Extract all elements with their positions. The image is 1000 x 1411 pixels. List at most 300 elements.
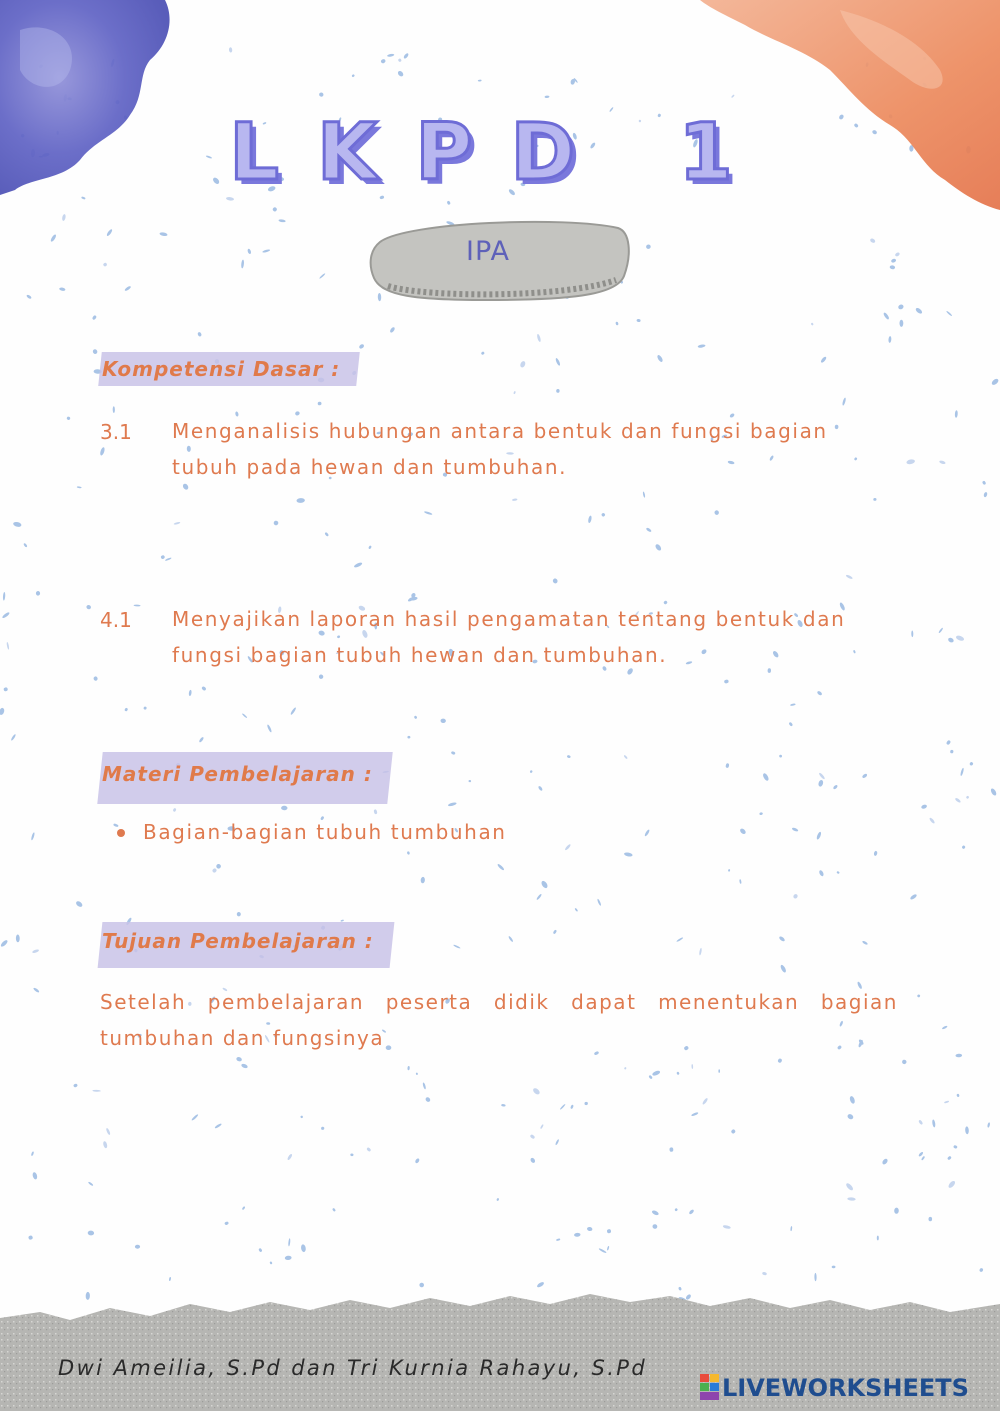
material-item: Bagian-bagian tubuh tumbuhan bbox=[143, 820, 507, 844]
speckle bbox=[26, 294, 32, 299]
speckle bbox=[553, 929, 557, 934]
speckle bbox=[818, 779, 824, 787]
speckle bbox=[318, 402, 322, 406]
speckle bbox=[889, 265, 895, 270]
speckle bbox=[532, 1087, 541, 1096]
speckle bbox=[818, 772, 825, 780]
speckle bbox=[651, 1210, 659, 1217]
speckle bbox=[124, 285, 131, 291]
speckle bbox=[772, 650, 780, 658]
speckle bbox=[358, 343, 364, 349]
speckle bbox=[723, 1225, 732, 1230]
speckle bbox=[877, 1236, 879, 1241]
speckle bbox=[909, 893, 917, 900]
speckle bbox=[818, 870, 824, 877]
speckle bbox=[873, 498, 876, 501]
speckle bbox=[103, 1141, 108, 1149]
speckle bbox=[767, 668, 771, 673]
speckle bbox=[947, 1156, 952, 1161]
speckle bbox=[134, 604, 141, 606]
speckle bbox=[849, 1095, 856, 1104]
speckle bbox=[938, 627, 943, 633]
speckle bbox=[425, 1096, 431, 1103]
speckle bbox=[536, 893, 542, 900]
speckle bbox=[32, 1172, 38, 1180]
speckle bbox=[31, 832, 36, 840]
speckle bbox=[50, 234, 57, 243]
liveworksheets-logo-icon bbox=[700, 1374, 720, 1400]
speckle bbox=[939, 460, 946, 465]
competency-text-line: fungsi bagian tubuh hewan dan tumbuhan. bbox=[172, 643, 668, 667]
speckle bbox=[731, 1129, 737, 1135]
speckle bbox=[842, 397, 847, 406]
speckle bbox=[387, 53, 395, 57]
speckle bbox=[921, 804, 928, 809]
speckle bbox=[990, 788, 998, 797]
competency-number: 4.1 bbox=[100, 608, 132, 632]
speckle bbox=[724, 679, 729, 683]
speckle bbox=[273, 520, 279, 526]
speckle bbox=[921, 1156, 925, 1161]
speckle bbox=[725, 763, 729, 768]
speckle bbox=[654, 543, 662, 551]
speckle bbox=[950, 750, 954, 754]
speckle bbox=[319, 674, 324, 679]
speckle bbox=[242, 1206, 246, 1210]
speckle bbox=[597, 899, 602, 907]
speckle bbox=[897, 304, 904, 311]
speckle bbox=[853, 650, 856, 654]
speckle bbox=[407, 851, 410, 855]
speckle bbox=[832, 1266, 836, 1269]
speckle bbox=[538, 785, 543, 791]
speckle bbox=[636, 319, 640, 322]
speckle bbox=[652, 1224, 658, 1229]
speckle bbox=[75, 900, 83, 908]
speckle bbox=[530, 770, 533, 773]
speckle bbox=[918, 1119, 923, 1125]
speckle bbox=[536, 334, 541, 343]
speckle bbox=[288, 1238, 291, 1246]
speckle bbox=[28, 1235, 33, 1240]
speckle bbox=[790, 1226, 792, 1231]
bullet-point bbox=[117, 829, 125, 837]
speckle bbox=[570, 1104, 574, 1109]
speckle bbox=[285, 1255, 292, 1260]
speckle bbox=[448, 802, 457, 807]
speckle bbox=[560, 1104, 566, 1110]
speckle bbox=[642, 491, 645, 497]
speckle bbox=[242, 713, 248, 718]
speckle bbox=[468, 780, 471, 783]
speckle bbox=[0, 939, 9, 948]
speckle bbox=[540, 880, 548, 889]
speckle bbox=[607, 1246, 610, 1251]
speckle bbox=[574, 908, 578, 912]
speckle bbox=[685, 661, 692, 665]
speckle bbox=[197, 332, 202, 337]
speckle bbox=[440, 718, 446, 723]
speckle bbox=[991, 378, 1000, 386]
speckle bbox=[451, 751, 456, 755]
speckle bbox=[236, 1056, 243, 1062]
speckle bbox=[519, 360, 526, 368]
speckle bbox=[854, 457, 858, 461]
author-credit: Dwi Ameilia, S.Pd dan Tri Kurnia Rahayu, S.Pd bbox=[58, 1356, 648, 1380]
speckle bbox=[99, 447, 105, 456]
speckle bbox=[894, 1208, 899, 1214]
speckle bbox=[906, 459, 915, 465]
speckle bbox=[3, 592, 6, 601]
speckle bbox=[953, 1145, 958, 1149]
speckle bbox=[62, 214, 67, 221]
worksheet-title: LKPD 1 bbox=[229, 108, 771, 198]
speckle bbox=[587, 1226, 593, 1231]
speckle bbox=[198, 736, 204, 743]
material-heading: Materi Pembelajaran : bbox=[102, 762, 373, 786]
speckle bbox=[373, 809, 377, 814]
speckle bbox=[3, 687, 8, 692]
speckle bbox=[66, 416, 70, 420]
speckle bbox=[691, 1064, 693, 1069]
speckle bbox=[481, 351, 485, 355]
speckle bbox=[414, 715, 418, 719]
speckle bbox=[946, 310, 953, 316]
speckle bbox=[778, 936, 785, 943]
speckle bbox=[389, 326, 395, 333]
speckle bbox=[944, 1100, 949, 1103]
speckle bbox=[351, 74, 355, 78]
speckle bbox=[891, 258, 897, 263]
speckle bbox=[762, 772, 770, 781]
speckle bbox=[501, 1104, 506, 1107]
speckle bbox=[969, 761, 974, 766]
speckle bbox=[556, 1238, 561, 1241]
speckle bbox=[947, 637, 954, 643]
speckle bbox=[836, 871, 839, 874]
speckle bbox=[508, 936, 514, 943]
speckle bbox=[928, 1217, 932, 1222]
speckle bbox=[416, 1072, 419, 1075]
speckle bbox=[6, 642, 9, 650]
speckle bbox=[881, 1158, 888, 1166]
speckle bbox=[92, 1090, 100, 1092]
speckle bbox=[728, 869, 731, 872]
speckle bbox=[124, 707, 128, 711]
speckle bbox=[87, 1230, 94, 1235]
speckle bbox=[113, 823, 119, 827]
competency-text-line: tubuh pada hewan dan tumbuhan. bbox=[172, 455, 568, 479]
speckle bbox=[792, 827, 799, 832]
speckle bbox=[862, 773, 868, 779]
speckle bbox=[648, 1075, 653, 1080]
speckle bbox=[214, 1123, 222, 1129]
speckle bbox=[398, 58, 402, 62]
speckle bbox=[530, 1134, 536, 1139]
speckle bbox=[319, 273, 326, 279]
speckle bbox=[947, 1180, 956, 1189]
speckle bbox=[237, 912, 241, 917]
speckle bbox=[966, 795, 970, 799]
speckle bbox=[296, 498, 305, 503]
speckle bbox=[699, 948, 702, 956]
speckle bbox=[424, 511, 433, 516]
speckle bbox=[165, 557, 172, 561]
speckle bbox=[92, 315, 97, 321]
speckle bbox=[247, 248, 252, 254]
speckle bbox=[688, 1209, 694, 1215]
speckle bbox=[258, 1248, 262, 1253]
speckle bbox=[701, 648, 708, 655]
speckle bbox=[33, 987, 40, 993]
speckle bbox=[911, 630, 913, 637]
speckle bbox=[188, 690, 191, 697]
speckle bbox=[676, 1071, 679, 1075]
speckle bbox=[598, 1248, 606, 1254]
speckle bbox=[380, 59, 386, 64]
speckle bbox=[407, 1066, 410, 1070]
speckle bbox=[656, 354, 663, 363]
speckle bbox=[281, 806, 287, 811]
speckle bbox=[321, 1126, 325, 1130]
competency-heading: Kompetensi Dasar : bbox=[102, 357, 341, 381]
speckle bbox=[301, 1244, 307, 1252]
speckle bbox=[624, 852, 633, 857]
objective-text: Setelah pembelajaran peserta didik dapat menentukan bagian tumbuhan dan fungsinya bbox=[100, 990, 898, 1050]
speckle bbox=[624, 1067, 627, 1070]
speckle bbox=[644, 829, 650, 837]
speckle bbox=[397, 70, 404, 78]
speckle bbox=[324, 532, 329, 537]
speckle bbox=[106, 228, 113, 236]
speckle bbox=[447, 200, 451, 205]
speckle bbox=[512, 498, 518, 501]
speckle bbox=[691, 1112, 699, 1117]
speckle bbox=[173, 521, 180, 525]
speckle bbox=[615, 321, 618, 325]
speckle bbox=[169, 1277, 172, 1281]
speckle bbox=[769, 455, 774, 461]
speckle bbox=[718, 1069, 720, 1073]
speckle bbox=[987, 1122, 990, 1128]
speckle bbox=[790, 703, 796, 706]
speckle bbox=[160, 555, 165, 560]
speckle bbox=[956, 1094, 959, 1098]
speckle bbox=[983, 492, 988, 498]
speckle bbox=[917, 994, 921, 998]
speckle bbox=[212, 868, 218, 874]
speckle bbox=[982, 480, 986, 485]
speckle bbox=[497, 863, 505, 871]
speckle bbox=[811, 322, 814, 325]
speckle bbox=[420, 877, 425, 884]
speckle bbox=[965, 1126, 969, 1134]
speckle bbox=[23, 543, 28, 548]
speckle bbox=[453, 944, 461, 949]
speckle bbox=[955, 797, 962, 803]
speckle bbox=[674, 1208, 678, 1212]
speckle bbox=[792, 893, 798, 899]
speckle bbox=[961, 845, 965, 849]
speckle bbox=[555, 1139, 560, 1146]
speckle bbox=[16, 934, 20, 942]
speckle bbox=[272, 207, 278, 213]
speckle bbox=[567, 755, 571, 759]
speckle bbox=[135, 1245, 140, 1249]
speckle bbox=[241, 259, 245, 268]
speckle bbox=[702, 1097, 709, 1105]
speckle bbox=[103, 262, 108, 267]
speckle bbox=[407, 736, 410, 739]
speckle bbox=[13, 521, 22, 527]
speckle bbox=[676, 937, 683, 942]
speckle bbox=[646, 244, 652, 249]
speckle bbox=[929, 817, 936, 824]
speckle bbox=[652, 1070, 661, 1077]
speckle bbox=[955, 1053, 962, 1057]
speckle bbox=[287, 1153, 293, 1160]
speckle bbox=[241, 1063, 249, 1069]
speckle bbox=[201, 686, 207, 691]
speckle bbox=[224, 1221, 229, 1225]
speckle bbox=[574, 1233, 581, 1237]
speckle bbox=[318, 92, 324, 98]
speckle bbox=[556, 389, 560, 393]
speckle bbox=[946, 740, 951, 746]
speckle bbox=[845, 574, 853, 579]
speckle bbox=[73, 1083, 78, 1088]
speckle bbox=[93, 676, 98, 681]
speckle bbox=[845, 1182, 854, 1191]
speckle bbox=[779, 755, 782, 758]
speckle bbox=[788, 722, 793, 727]
speckle bbox=[607, 1229, 612, 1234]
speckle bbox=[847, 1197, 856, 1201]
speckle bbox=[290, 707, 297, 715]
speckle bbox=[350, 1153, 354, 1156]
speckle bbox=[777, 1058, 782, 1063]
speckle bbox=[979, 1268, 984, 1273]
speckle bbox=[278, 219, 285, 223]
speckle bbox=[739, 879, 741, 884]
speckle bbox=[0, 707, 5, 715]
speckle bbox=[862, 940, 868, 945]
speckle bbox=[269, 1261, 272, 1264]
speckle bbox=[780, 964, 787, 973]
speckle bbox=[478, 80, 482, 82]
speckle bbox=[918, 1151, 924, 1157]
speckle bbox=[496, 1198, 499, 1201]
speckle bbox=[669, 1147, 673, 1152]
speckle bbox=[873, 851, 877, 857]
speckle bbox=[816, 831, 822, 840]
speckle bbox=[31, 1151, 34, 1156]
speckle bbox=[588, 515, 593, 523]
speckle bbox=[353, 562, 362, 569]
speckle bbox=[32, 949, 40, 954]
speckle bbox=[697, 344, 705, 348]
speckle bbox=[915, 307, 923, 315]
competency-text-line: Menyajikan laporan hasil pengamatan tentang bentuk dan bbox=[172, 607, 846, 631]
speckle bbox=[835, 425, 839, 430]
speckle bbox=[900, 320, 904, 327]
speckle bbox=[92, 348, 98, 354]
speckle bbox=[759, 812, 763, 815]
speckle bbox=[584, 1102, 587, 1105]
speckle bbox=[419, 1282, 424, 1287]
speckle bbox=[414, 1158, 420, 1164]
speckle bbox=[544, 95, 549, 98]
speckle bbox=[113, 406, 115, 413]
speckle bbox=[262, 249, 270, 253]
speckle bbox=[86, 604, 92, 610]
speckle bbox=[955, 410, 958, 418]
speckle bbox=[368, 545, 372, 549]
speckle bbox=[2, 611, 11, 619]
speckle bbox=[739, 828, 747, 836]
speckle bbox=[902, 1059, 908, 1065]
speckle bbox=[88, 1181, 94, 1186]
speckle bbox=[332, 1208, 336, 1212]
speckle bbox=[77, 486, 82, 488]
speckle bbox=[564, 844, 571, 851]
speckle bbox=[762, 1271, 767, 1275]
speckle bbox=[267, 724, 273, 733]
speckle bbox=[216, 864, 221, 869]
speckle bbox=[300, 1115, 303, 1118]
speckle bbox=[955, 635, 964, 642]
speckle bbox=[36, 591, 40, 596]
speckle bbox=[191, 1114, 199, 1121]
speckle bbox=[932, 1119, 936, 1127]
competency-text-line: Menganalisis hubungan antara bentuk dan fungsi bagian bbox=[172, 419, 828, 443]
speckle bbox=[869, 238, 876, 244]
speckle bbox=[10, 734, 16, 741]
subject-label: IPA bbox=[466, 236, 510, 267]
speckle bbox=[847, 1113, 855, 1120]
competency-number: 3.1 bbox=[100, 420, 132, 444]
speckle bbox=[59, 287, 66, 291]
speckle bbox=[601, 512, 606, 517]
speckle bbox=[403, 52, 409, 59]
speckle bbox=[817, 690, 823, 696]
speckle bbox=[646, 527, 652, 533]
speckle bbox=[960, 768, 964, 777]
speckle bbox=[552, 578, 558, 585]
speckle bbox=[536, 1281, 545, 1288]
speckle bbox=[513, 391, 516, 394]
speckle bbox=[833, 784, 839, 790]
speckle bbox=[888, 336, 891, 343]
liveworksheets-watermark[interactable]: LIVEWORKSHEETS bbox=[722, 1374, 969, 1402]
speckle bbox=[173, 808, 177, 812]
speckle bbox=[814, 1273, 816, 1281]
speckle bbox=[942, 1025, 948, 1030]
speckle bbox=[555, 358, 561, 367]
speckle bbox=[143, 706, 147, 710]
speckle bbox=[530, 1157, 536, 1164]
speckle bbox=[159, 232, 168, 237]
speckle bbox=[229, 47, 233, 53]
speckle bbox=[106, 1128, 111, 1136]
speckle bbox=[714, 510, 720, 516]
speckle bbox=[820, 356, 827, 364]
speckle bbox=[894, 252, 900, 257]
speckle bbox=[366, 1147, 371, 1152]
speckle bbox=[883, 312, 890, 320]
objective-heading: Tujuan Pembelajaran : bbox=[102, 929, 374, 953]
speckle bbox=[540, 1124, 544, 1129]
